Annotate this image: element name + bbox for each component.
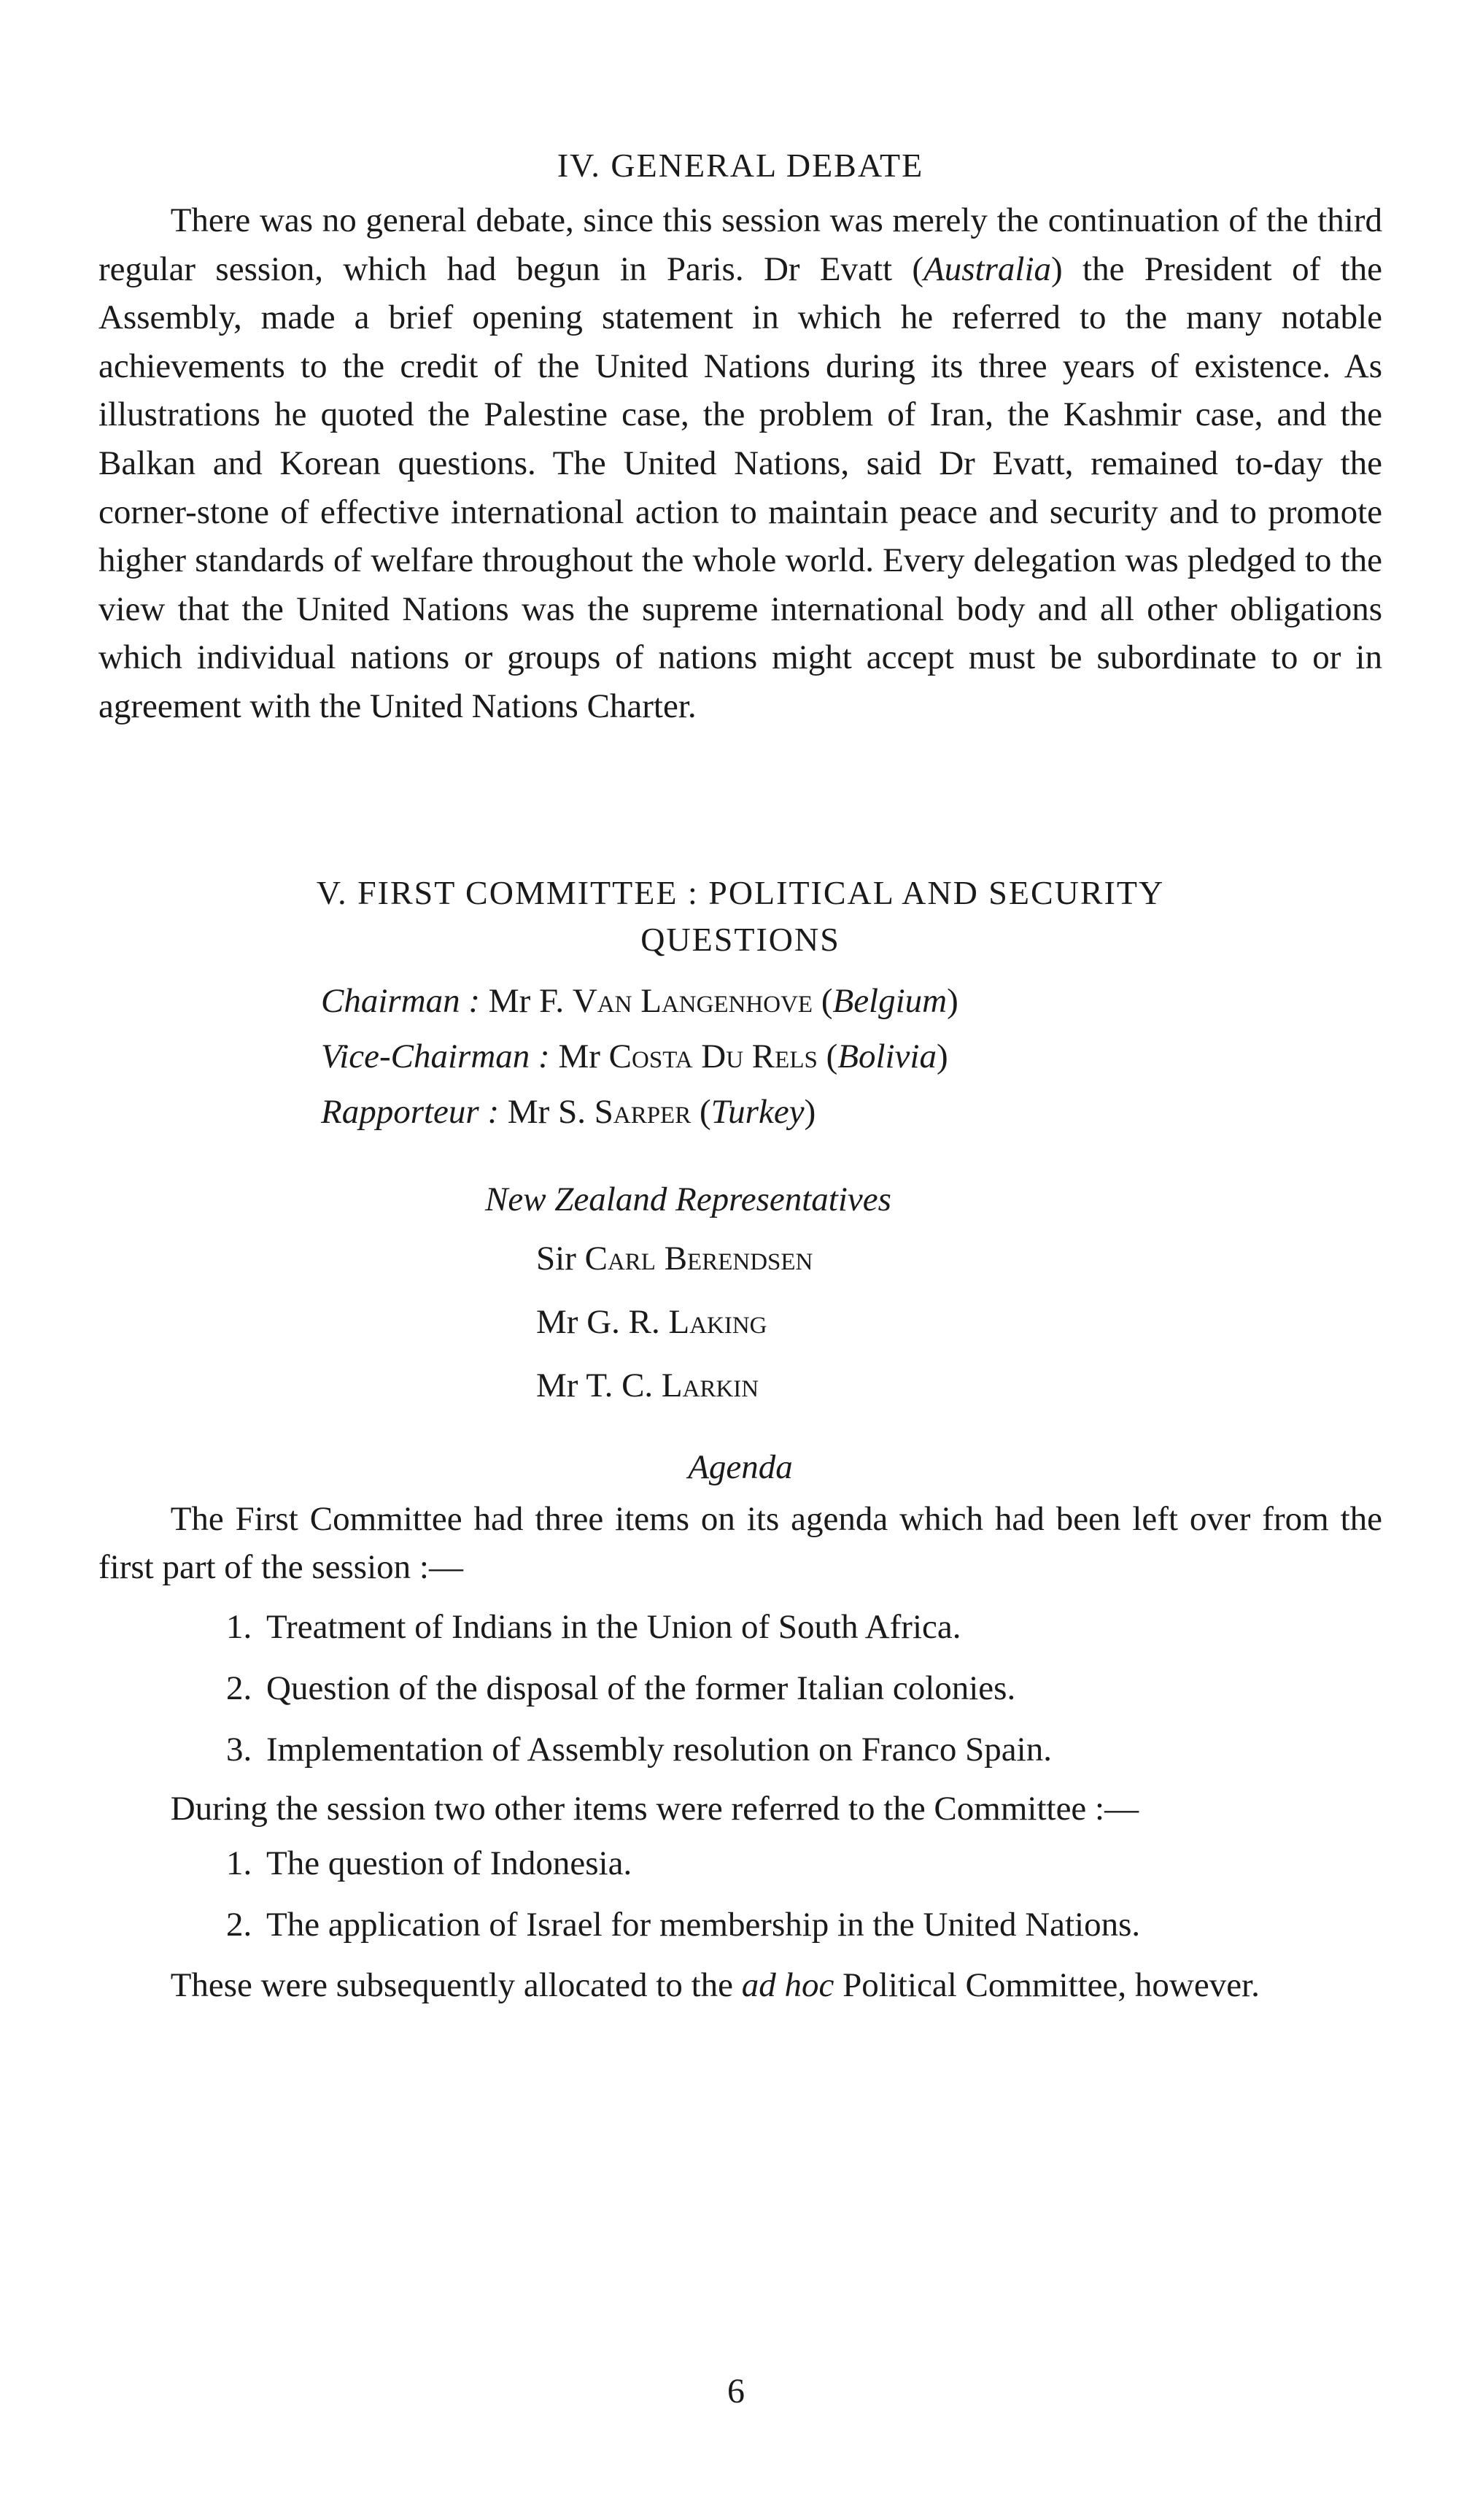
representatives-title: New Zealand Representatives xyxy=(485,1180,891,1218)
referred-intro: During the session two other items were referred to the Committee :— xyxy=(170,1789,1139,1828)
referred-list xyxy=(98,1833,1382,1955)
document-page xyxy=(98,142,1382,2010)
representatives-list xyxy=(536,1227,1382,1418)
closing-paragraph: These were subsequently allocated to the ad hoc Political Committee, however. xyxy=(170,1966,1260,2005)
section-heading-general-debate: IV. GENERAL DEBATE xyxy=(557,147,924,184)
list-item: 2. Question of the disposal of the former Italian colonies. xyxy=(226,1669,1016,1707)
officer-rapporteur: Rapporteur : Mr S. Sarper (Turkey) xyxy=(321,1092,816,1131)
section-heading-first-committee: V. FIRST COMMITTEE : POLITICAL AND SECURITY QUESTIONS xyxy=(316,873,1165,958)
agenda-intro: The First Committee had three items on its agenda which had been left over from the first part of the session :— xyxy=(98,1499,1382,1587)
list-item: 1. The question of Indonesia. xyxy=(226,1844,632,1883)
agenda-list xyxy=(98,1596,1382,1780)
page-number: 6 xyxy=(727,2372,745,2411)
officer-chairman: Chairman : Mr F. Van Langenhove (Belgium) xyxy=(321,981,958,1020)
officer-vice-chairman: Vice-Chairman : Mr Costa Du Rels (Bolivia) xyxy=(321,1037,948,1075)
committee-officers xyxy=(321,973,1382,1140)
representative: Mr G. R. Laking xyxy=(536,1302,767,1341)
agenda-title: Agenda xyxy=(688,1448,793,1486)
country-australia: Australia xyxy=(923,250,1052,288)
list-item: 2. The application of Israel for membership in the United Nations. xyxy=(226,1906,1141,1944)
general-debate-paragraph: There was no general debate, since this session was merely the continuation of the third regular session, which had begun in Paris. Dr Evatt (Australia) the President of the Assembly, made a brief opening statement in which he referred to the many notable achievements to the credit of the United Nations during its three years of existence. As illustrations he quoted the Palestine case, the problem of Iran, the Kashmir case, and the Balkan and Korean questions. The United Nations, said Dr Evatt, remained to-day the corner-stone of effective international action to maintain peace and security and to promote higher standards of welfare throughout the whole world. Every delegation was pledged to the view that the United Nations was the supreme international body and all other obligations which individual nations or groups of nations might accept must be subordinate to or in agreement with the United Nations Charter. xyxy=(98,201,1382,725)
list-item: 1. Treatment of Indians in the Union of South Africa. xyxy=(226,1607,961,1646)
list-item: 3. Implementation of Assembly resolution on Franco Spain. xyxy=(226,1730,1052,1769)
representative: Sir Carl Berendsen xyxy=(536,1239,813,1278)
representative: Mr T. C. Larkin xyxy=(536,1366,759,1404)
